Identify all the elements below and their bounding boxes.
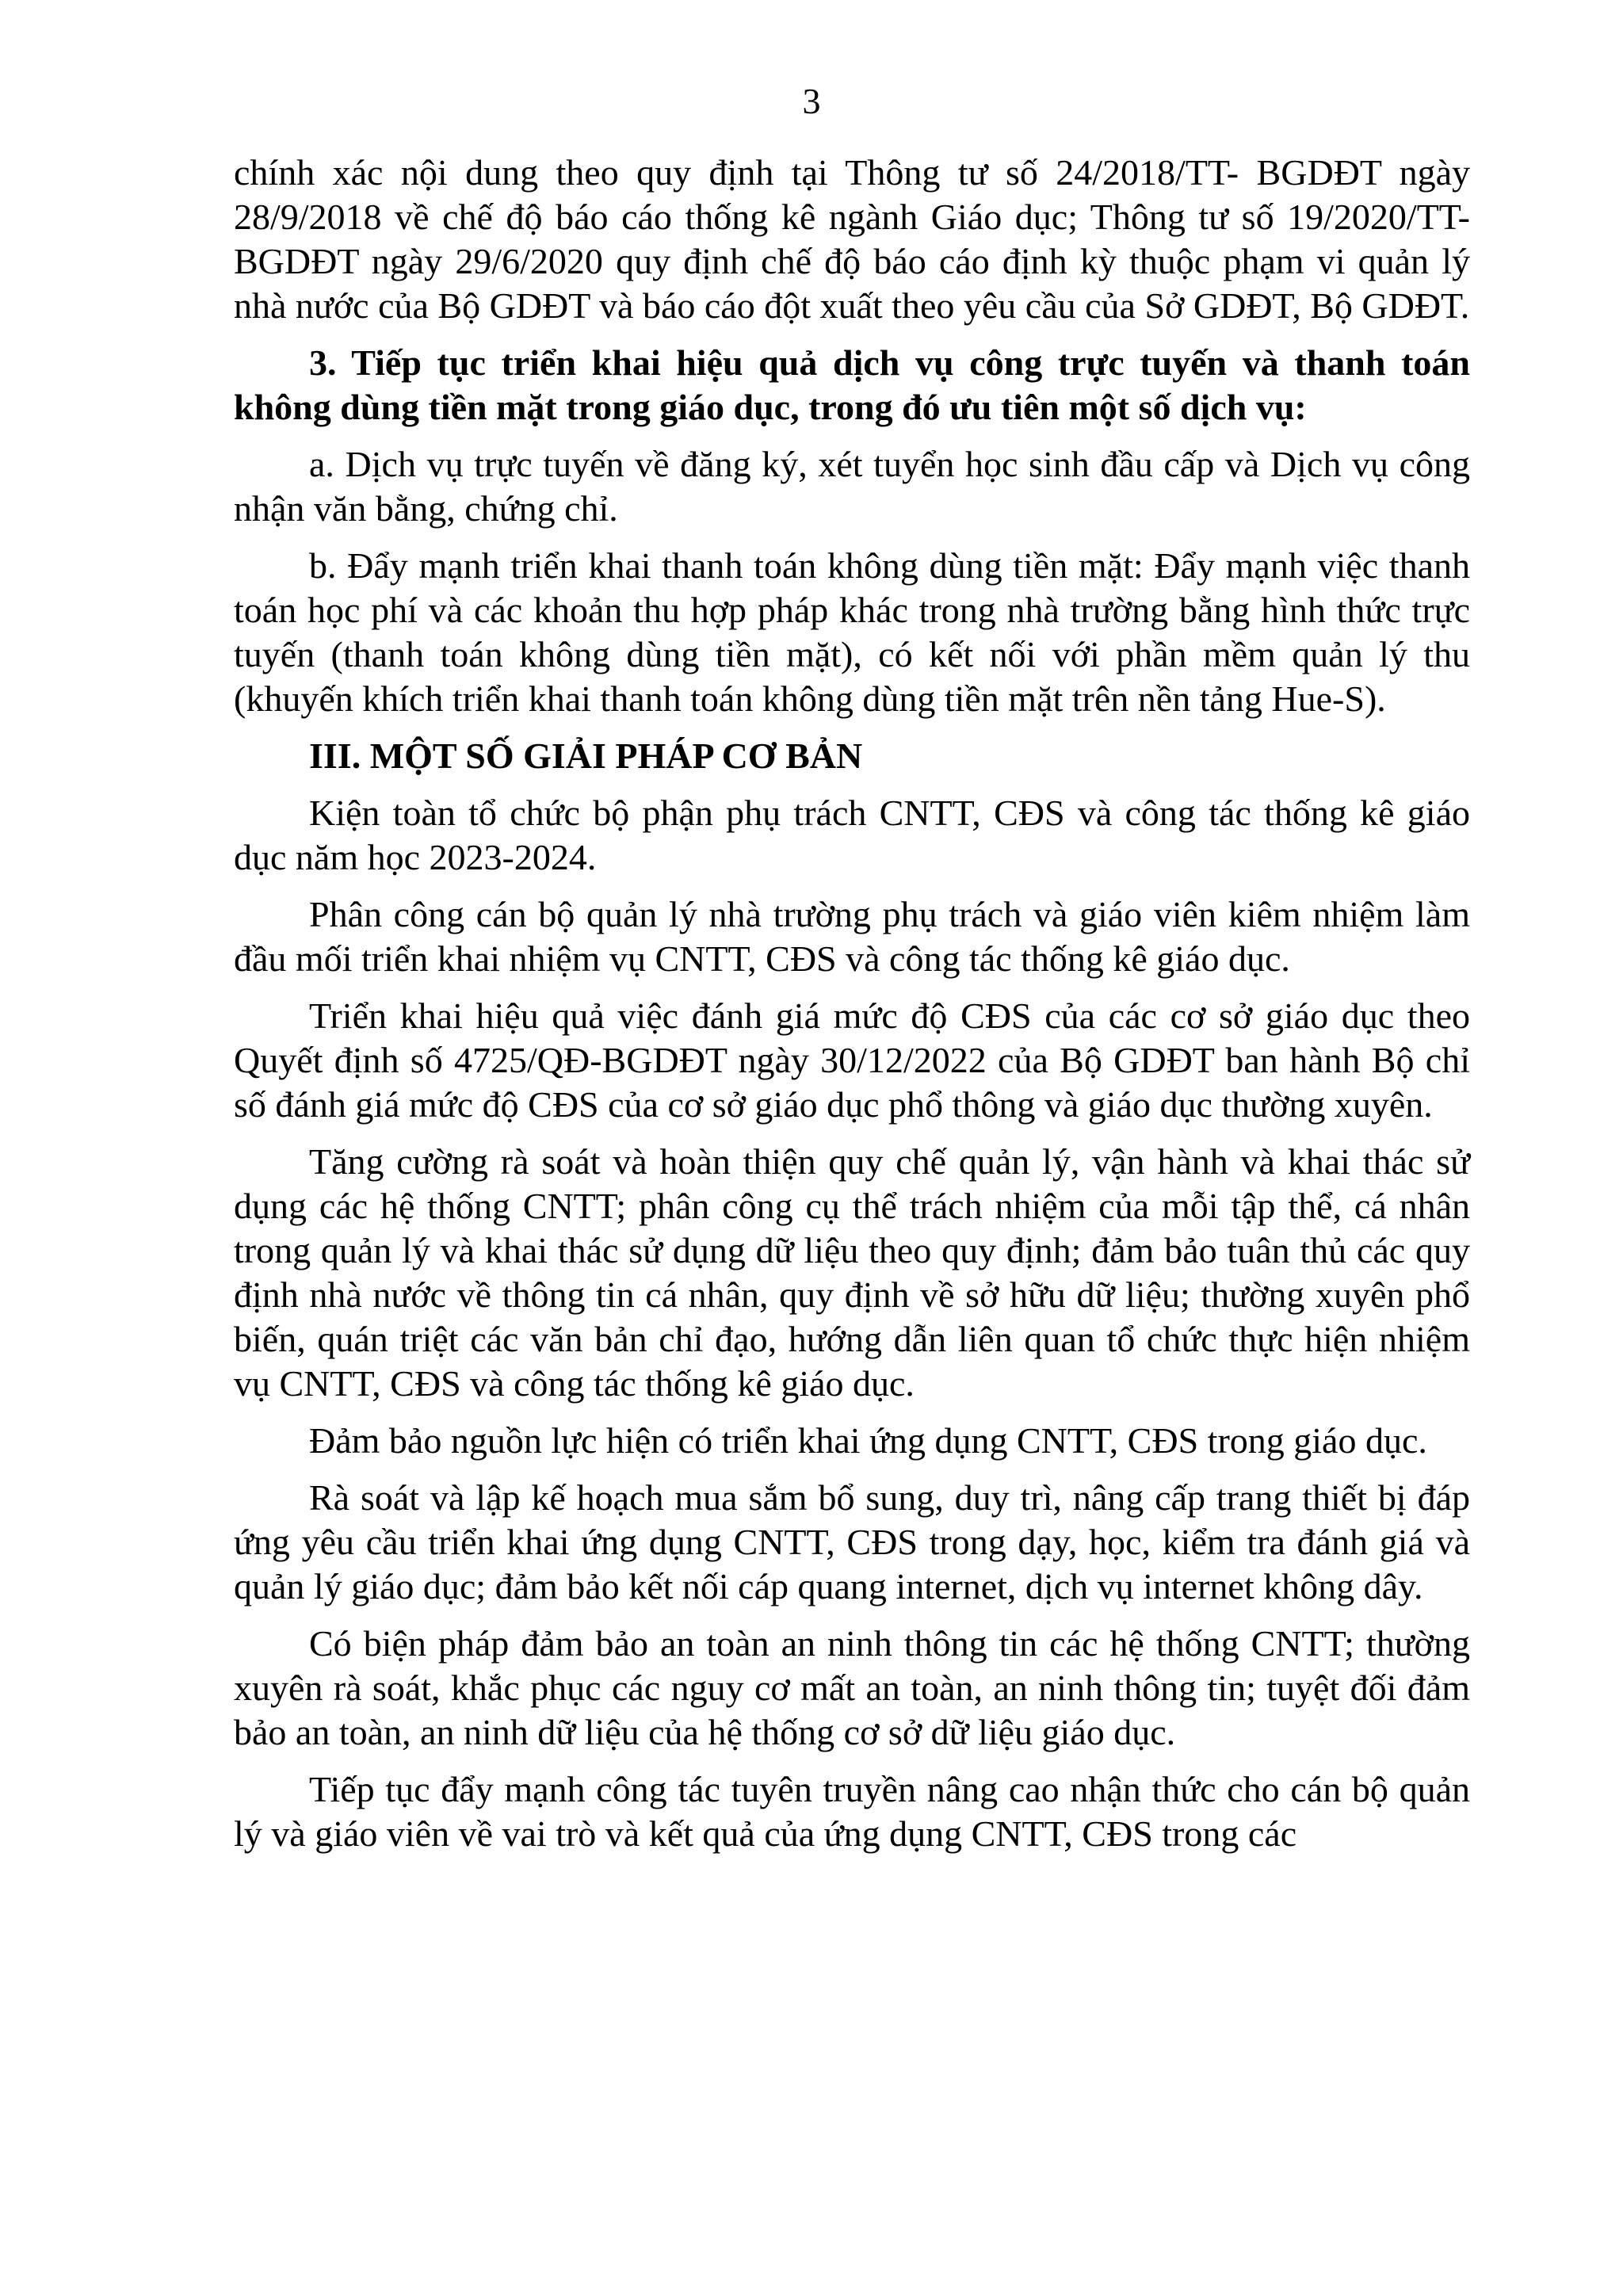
document-body: [234, 151, 1470, 1869]
paragraph-solution-1: Kiện toàn tổ chức bộ phận phụ trách CNTT, CĐS và công tác thống kê giáo dục năm học 2023-2024.: [234, 793, 1470, 877]
section-heading-basic-solutions: III. MỘT SỐ GIẢI PHÁP CƠ BẢN: [309, 735, 863, 776]
paragraph-solution-2: Phân công cán bộ quản lý nhà trường phụ trách và giáo viên kiêm nhiệm làm đầu mối triển khai nhiệm vụ CNTT, CĐS và công tác thống kê giáo dục.: [234, 894, 1470, 979]
paragraph-solution-6: Rà soát và lập kế hoạch mua sắm bổ sung, duy trì, nâng cấp trang thiết bị đáp ứng yêu cầu triển khai ứng dụng CNTT, CĐS trong dạy, học, kiểm tra đánh giá và quản lý giáo dục; đảm bảo kết nối cáp quang internet, dịch vụ internet không dây.: [234, 1477, 1470, 1606]
paragraph-item-a: a. Dịch vụ trực tuyến về đăng ký, xét tuyển học sinh đầu cấp và Dịch vụ công nhận văn bằng, chứng chỉ.: [234, 444, 1470, 529]
paragraph-item-b: b. Đẩy mạnh triển khai thanh toán không dùng tiền mặt: Đẩy mạnh việc thanh toán học phí và các khoản thu hợp pháp khác trong nhà trường bằng hình thức trực tuyến (thanh toán không dùng tiền mặt), có kết nối với phần mềm quản lý thu (khuyến khích triển khai thanh toán không dùng tiền mặt trên nền tảng Hue-S).: [234, 545, 1470, 719]
paragraph-solution-5: Đảm bảo nguồn lực hiện có triển khai ứng dụng CNTT, CĐS trong giáo dục.: [309, 1420, 1427, 1461]
page-number: 3: [802, 81, 821, 121]
paragraph-reporting-regulations: chính xác nội dung theo quy định tại Thông tư số 24/2018/TT- BGDĐT ngày 28/9/2018 về chế độ báo cáo thống kê ngành Giáo dục; Thông tư số 19/2020/TT-BGDĐT ngày 29/6/2020 quy định chế độ báo cáo định kỳ thuộc phạm vi quản lý nhà nước của Bộ GDĐT và báo cáo đột xuất theo yêu cầu của Sở GDĐT, Bộ GDĐT.: [234, 152, 1470, 326]
heading-online-services: 3. Tiếp tục triển khai hiệu quả dịch vụ công trực tuyến và thanh toán không dùng tiền mặt trong giáo dục, trong đó ưu tiên một số dịch vụ:: [234, 342, 1470, 427]
paragraph-solution-4: Tăng cường rà soát và hoàn thiện quy chế quản lý, vận hành và khai thác sử dụng các hệ thống CNTT; phân công cụ thể trách nhiệm của mỗi tập thể, cá nhân trong quản lý và khai thác sử dụng dữ liệu theo quy định; đảm bảo tuân thủ các quy định nhà nước về thông tin cá nhân, quy định về sở hữu dữ liệu; thường xuyên phổ biến, quán triệt các văn bản chỉ đạo, hướng dẫn liên quan tổ chức thực hiện nhiệm vụ CNTT, CĐS và công tác thống kê giáo dục.: [234, 1141, 1470, 1404]
paragraph-solution-3: Triển khai hiệu quả việc đánh giá mức độ CĐS của các cơ sở giáo dục theo Quyết định số 4725/QĐ-BGDĐT ngày 30/12/2022 của Bộ GDĐT ban hành Bộ chỉ số đánh giá mức độ CĐS của cơ sở giáo dục phổ thông và giáo dục thường xuyên.: [234, 995, 1470, 1125]
paragraph-solution-7: Có biện pháp đảm bảo an toàn an ninh thông tin các hệ thống CNTT; thường xuyên rà soát, khắc phục các nguy cơ mất an toàn, an ninh thông tin; tuyệt đối đảm bảo an toàn, an ninh dữ liệu của hệ thống cơ sở dữ liệu giáo dục.: [234, 1623, 1470, 1752]
paragraph-solution-8: Tiếp tục đẩy mạnh công tác tuyên truyền nâng cao nhận thức cho cán bộ quản lý và giáo viên về vai trò và kết quả của ứng dụng CNTT, CĐS trong các: [234, 1769, 1470, 1854]
